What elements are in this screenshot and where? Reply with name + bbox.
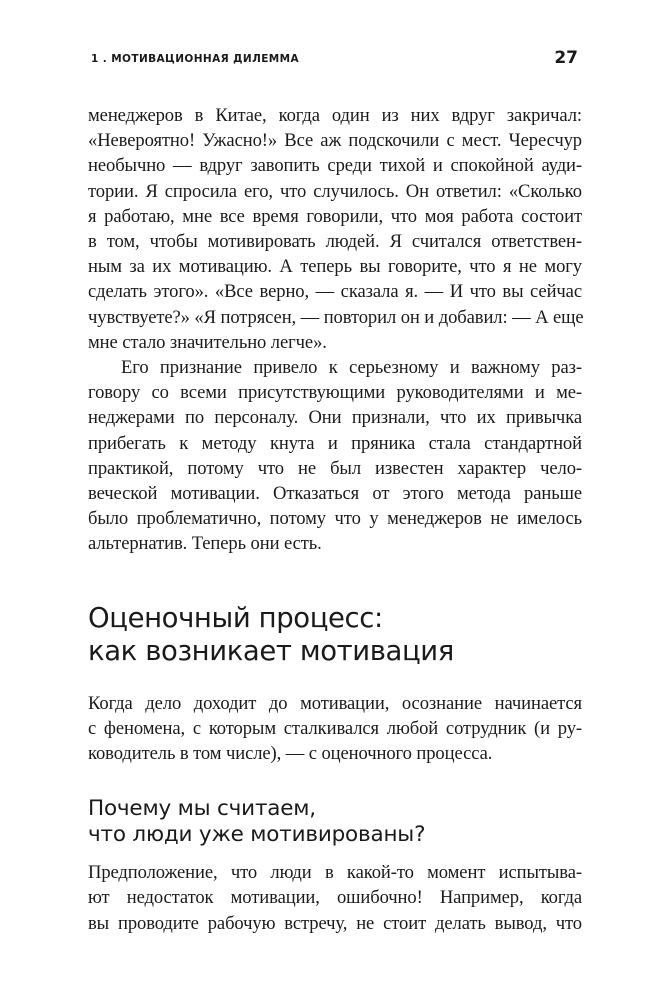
text-line: Когда дело доходит до мотивации, осознание начинается xyxy=(88,692,582,714)
text-line: с феномена, с которым сталкивался любой сотрудник (и ру- xyxy=(88,717,582,739)
text-line: Предположение, что люди в какой-то момент испытыва- xyxy=(88,862,582,884)
page-body xyxy=(88,103,582,936)
text-line: сделать этого». «Все верно, — сказала я. — И что вы сейчас xyxy=(88,281,582,303)
section-heading-line: как возникает мотивация xyxy=(88,634,454,667)
subsection-heading-line: Почему мы считаем, xyxy=(88,796,316,822)
section-heading-line: Оценочный процесс: xyxy=(88,601,383,634)
text-line: альтернатив. Теперь они есть. xyxy=(88,533,322,555)
paragraph xyxy=(88,860,582,936)
text-line: неджерами по персоналу. Они признали, что их привычка xyxy=(88,407,582,429)
text-line: веческой мотивации. Отказаться от этого метода раньше xyxy=(88,483,582,505)
paragraph xyxy=(88,103,582,355)
paragraph xyxy=(88,691,582,767)
text-line: говору со всеми присутствующими руководителями и ме- xyxy=(88,382,582,404)
paragraph xyxy=(88,355,582,557)
text-line: мне стало значительно легче». xyxy=(88,331,327,353)
text-line: ют недостаток мотивации, ошибочно! Например, когда xyxy=(88,887,582,909)
text-line: прибегать к методу кнута и пряника стала стандартной xyxy=(88,432,582,454)
text-line: вы проводите рабочую встречу, не стоит делать вывод, что xyxy=(88,912,582,934)
text-line: я работаю, мне все время говорили, что моя работа состоит xyxy=(88,205,582,227)
section-heading xyxy=(88,602,582,668)
text-line: практикой, потому что не был известен характер чело- xyxy=(88,457,582,479)
text-line: чувствуете?» «Я потрясен, — повторил он и добавил: — А еще xyxy=(88,306,584,328)
text-line: ководитель в том числе), — с оценочного процесса. xyxy=(88,743,493,765)
page-number: 27 xyxy=(554,48,578,68)
subsection-heading-line: что люди уже мотивированы? xyxy=(88,822,426,848)
subsection-heading xyxy=(88,796,582,848)
text-line: Его признание привело к серьезному и важному раз- xyxy=(121,357,582,379)
text-line: было проблематично, потому что у менеджеров не имелось xyxy=(88,508,582,530)
text-line: в том, чтобы мотивировать людей. Я считался ответствен- xyxy=(88,231,582,253)
text-line: менеджеров в Китае, когда один из них вдруг закричал: xyxy=(88,105,582,126)
text-line: «Невероятно! Ужасно!» Все аж подскочили с мест. Чересчур xyxy=(88,130,582,152)
text-line: тории. Я спросила его, что случилось. Он ответил: «Сколько xyxy=(88,180,582,202)
text-line: ным за их мотивацию. А теперь вы говорите, что я не могу xyxy=(88,256,582,278)
text-line: необычно — вдруг завопить среди тихой и спокойной ауди- xyxy=(88,155,582,177)
running-head-chapter: 1 . МОТИВАЦИОННАЯ ДИЛЕММА xyxy=(91,53,300,65)
